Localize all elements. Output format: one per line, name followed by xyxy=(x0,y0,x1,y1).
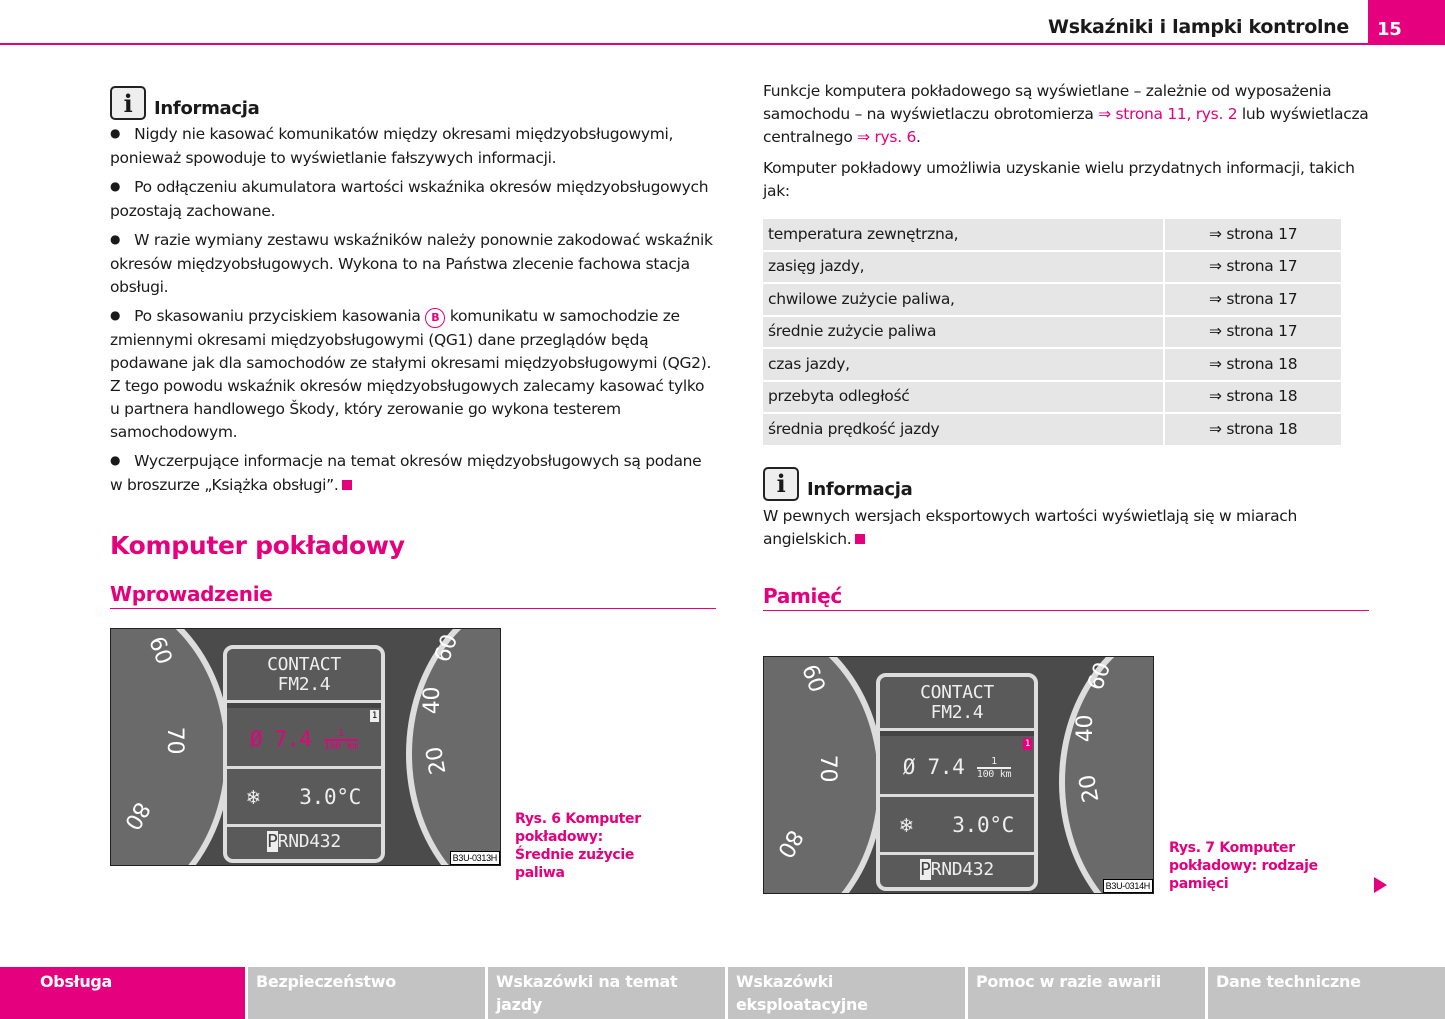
intro-paragraph xyxy=(763,80,1369,149)
page-reference-link[interactable]: ⇒ strona 17 xyxy=(1163,252,1341,283)
display-text: CONTACT xyxy=(267,654,341,675)
info-heading xyxy=(763,467,1369,501)
figure-caption: Rys. 6 Komputer pokładowy: Średnie zużycie paliwa xyxy=(515,811,641,881)
nav-tab-wskazowki-eksploatacyjne[interactable]: Wskazówki eksploatacyjne xyxy=(728,967,965,1019)
bullet-item: ● W razie wymiany zestawu wskaźników należy ponownie zakodować wskaźnik okresów międzyobsługowych. Wykona to na Państwa zlecenie fachowa stacja obsługi. xyxy=(110,229,716,299)
info-icon: i xyxy=(110,86,146,120)
gauge-label: 60 xyxy=(1083,659,1117,694)
page-reference-link[interactable]: ⇒ strona 18 xyxy=(1163,414,1341,445)
unit: 1 xyxy=(977,756,1011,769)
info-title: Informacja xyxy=(154,98,260,119)
text: lub wyświetlacza centralnego xyxy=(763,105,1369,146)
features-table xyxy=(763,217,1341,447)
gauge-label: 20 xyxy=(1075,772,1105,805)
text: . xyxy=(916,128,921,146)
gauge-label: 20 xyxy=(422,744,452,777)
nav-tab-dane-techniczne[interactable]: Dane techniczne xyxy=(1208,967,1445,1019)
gauge-label: 80 xyxy=(772,825,808,862)
gear-list: RND432 xyxy=(277,831,341,852)
page-reference-link[interactable]: ⇒ strona 17 xyxy=(1163,284,1341,315)
end-mark-icon xyxy=(342,480,352,490)
text: komunikatu w samochodzie ze zmiennymi okresami międzyobsługowymi (QG1) dane przeglądów będą podawane jak dla samochodów ze stałymi okresami międzyobsługowymi (QG2). Z tego powodu wskaźnik okresów międzyobsługowych zalecamy kasować tylko u partnera handlowego Škody, który zerowanie go wykona testerem samochodowym. xyxy=(110,307,712,441)
feature-name: czas jazdy, xyxy=(763,349,1163,380)
table-row xyxy=(763,252,1341,283)
end-mark-icon xyxy=(855,534,865,544)
gauge-label: 70 xyxy=(815,754,841,783)
figure-caption: Rys. 7 Komputer pokładowy: rodzaje pamięci xyxy=(1169,840,1318,892)
feature-name: chwilowe zużycie paliwa, xyxy=(763,284,1163,315)
central-display xyxy=(223,645,385,863)
bullet-item: ● Po odłączeniu akumulatora wartości wskaźnika okresów międzyobsługowych pozostają zachowane. xyxy=(110,176,716,223)
table-row xyxy=(763,219,1341,250)
figure-dashboard-6 xyxy=(110,628,501,866)
temperature: 3.0°C xyxy=(299,785,362,809)
reset-button-b-icon: B xyxy=(425,308,445,328)
table-row xyxy=(763,382,1341,413)
nav-tab-bezpieczenstwo[interactable]: Bezpieczeństwo xyxy=(248,967,485,1019)
page-reference-link[interactable]: ⇒ strona 17 xyxy=(1163,317,1341,348)
temperature: 3.0°C xyxy=(952,813,1015,837)
table-row xyxy=(763,317,1341,348)
gauge-label: 60 xyxy=(796,661,830,696)
feature-name: średnia prędkość jazdy xyxy=(763,414,1163,445)
gauge-label: 70 xyxy=(162,726,188,755)
text: Po skasowaniu przyciskiem kasowania xyxy=(134,307,421,325)
page-reference-link[interactable]: ⇒ strona 18 xyxy=(1163,349,1341,380)
bullet-item xyxy=(110,305,716,444)
next-page-arrow-icon[interactable] xyxy=(1374,877,1387,893)
info-heading xyxy=(110,86,716,120)
figure-dashboard-7 xyxy=(763,656,1154,894)
feature-name: temperatura zewnętrzna, xyxy=(763,219,1163,250)
chapter-title: Wskaźniki i lampki kontrolne xyxy=(1048,16,1349,38)
chapter-nav xyxy=(0,967,1445,1019)
gear-p: P xyxy=(267,831,278,852)
header-divider xyxy=(0,43,1445,45)
feature-name: średnie zużycie paliwa xyxy=(763,317,1163,348)
nav-tab-obsluga[interactable]: Obsługa xyxy=(0,967,245,1019)
figure-code: B3U-0314H xyxy=(1103,879,1153,893)
bullet-item xyxy=(110,450,716,497)
snowflake-icon: ❄ xyxy=(899,813,913,837)
feature-name: przebyta odległość xyxy=(763,382,1163,413)
text: Wyczerpujące informacje na temat okresów międzyobsługowych są podane w broszurze „Książka obsługi”. xyxy=(110,452,702,494)
display-text: CONTACT xyxy=(920,682,994,703)
left-column xyxy=(110,86,716,609)
page-reference-link[interactable]: ⇒ strona 17 xyxy=(1163,219,1341,250)
table-row xyxy=(763,414,1341,445)
snowflake-icon: ❄ xyxy=(246,785,260,809)
memory-indicator: 1 xyxy=(371,711,377,721)
page-reference-link[interactable]: ⇒ strona 18 xyxy=(1163,382,1341,413)
feature-name: zasięg jazdy, xyxy=(763,252,1163,283)
figure-link[interactable]: ⇒ rys. 6 xyxy=(857,128,917,146)
page-link[interactable]: ⇒ strona 11, rys. 2 xyxy=(1098,105,1238,123)
unit: 100 km xyxy=(976,769,1012,780)
consumption-value: Ø 7.4 xyxy=(249,727,312,751)
gauge-label: 40 xyxy=(420,686,446,715)
nav-tab-wskazowki-jazdy[interactable]: Wskazówki na temat jazdy xyxy=(488,967,725,1019)
right-column xyxy=(763,80,1369,611)
unit: 1 xyxy=(324,728,358,741)
gauge-label: 60 xyxy=(430,631,464,666)
table-row xyxy=(763,349,1341,380)
bullet-item: ● Nigdy nie kasować komunikatów między okresami międzyobsługowymi, ponieważ spowoduje to wyświetlanie fałszywych informacji. xyxy=(110,123,716,170)
nav-tab-pomoc[interactable]: Pomoc w razie awarii xyxy=(968,967,1205,1019)
info-icon: i xyxy=(763,467,799,501)
info-title: Informacja xyxy=(807,478,913,500)
central-display xyxy=(876,673,1038,891)
text: Funkcje komputera pokładowego są wyświetlane – zależnie od wyposażenia samochodu – na wyświetlaczu obrotomierza xyxy=(763,82,1332,123)
subsection-title: Wprowadzenie xyxy=(110,583,716,609)
consumption-value: Ø 7.4 xyxy=(902,755,965,779)
gauge-label: 40 xyxy=(1073,714,1099,743)
figure-code: B3U-0313H xyxy=(450,851,500,865)
section-title: Komputer pokładowy xyxy=(110,531,405,560)
gauge-label: 60 xyxy=(143,633,177,668)
gear-list: RND432 xyxy=(930,859,994,880)
unit: 100 km xyxy=(323,741,359,752)
display-text: FM2.4 xyxy=(930,702,984,723)
gauge-label: 80 xyxy=(119,797,155,834)
paragraph: Komputer pokładowy umożliwia uzyskanie wielu przydatnych informacji, takich jak: xyxy=(763,159,1355,200)
memory-indicator: 1 xyxy=(1024,739,1030,749)
info-text: W pewnych wersjach eksportowych wartości wyświetlają się w miarach angielskich. xyxy=(763,506,1298,548)
subsection-title: Pamięć xyxy=(763,585,1369,611)
page-number: 15 xyxy=(1368,0,1445,45)
gear-p: P xyxy=(920,859,931,880)
table-row xyxy=(763,284,1341,315)
display-text: FM2.4 xyxy=(277,674,331,695)
